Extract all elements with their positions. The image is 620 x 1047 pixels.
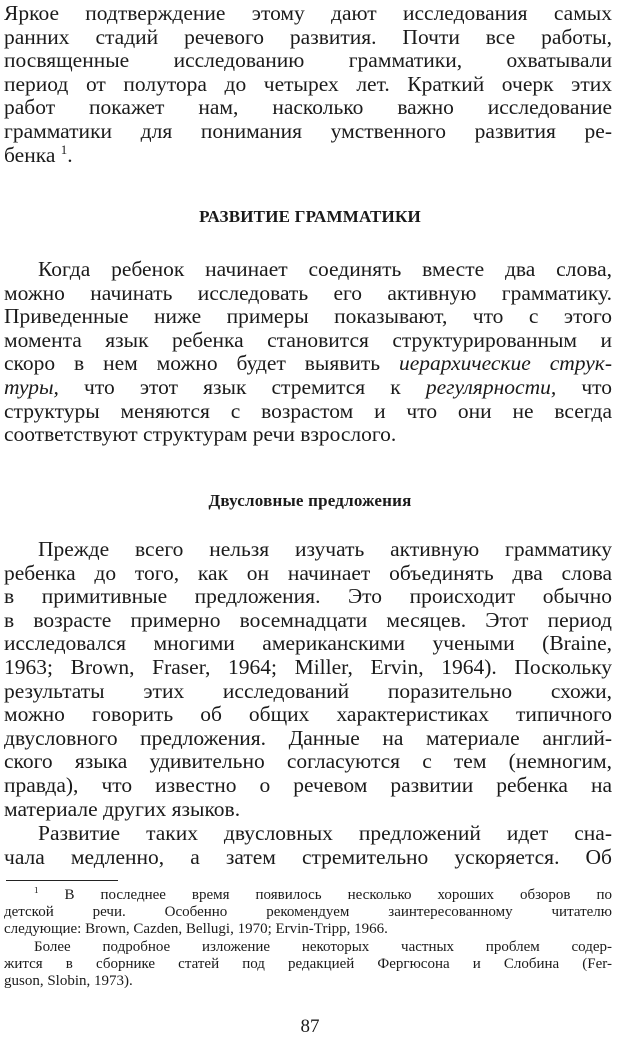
section-heading: РАЗВИТИЕ ГРАММАТИКИ <box>199 207 421 226</box>
italic-term: туры, <box>4 375 59 399</box>
footnote-line: guson, Slobin, 1973). <box>4 972 133 989</box>
text-line: структуры меняются с возрастом и что они не всегда <box>4 399 612 423</box>
text-line: ребенка до того, как он начинает объединять два слова <box>4 561 612 585</box>
text-line: чала медленно, а затем стремительно ускоряется. Об <box>4 845 612 869</box>
footnote-marker: 1 <box>34 887 39 895</box>
page-number: 87 <box>300 1016 320 1037</box>
italic-term: регулярности, <box>425 375 557 399</box>
text-line: результаты этих исследований поразительно схожи, <box>4 679 612 703</box>
text-line <box>4 376 612 400</box>
footnote-line: Более подробное изложение некоторых частных проблем содер- <box>34 938 612 955</box>
text-line: ранних стадий речевого развития. Почти все работы, <box>4 25 612 49</box>
text-line: соответствуют структурам речи взрослого. <box>4 423 397 447</box>
text-fragment: . <box>67 143 73 167</box>
text-line: Приведенные ниже примеры показывают, что с этого <box>4 305 612 329</box>
text-fragment: В последнее время появилось несколько хороших обзоров по <box>64 887 612 903</box>
text-line <box>4 352 612 376</box>
text-line: Когда ребенок начинает соединять вместе два слова, <box>38 258 612 281</box>
paragraph-development <box>4 822 612 869</box>
footnote-line: детской речи. Особенно рекомендуем заинтересованному читателю <box>4 904 612 921</box>
text-line: Развитие таких двусловных предложений идет сна- <box>38 822 612 845</box>
text-line: материале других языков. <box>4 797 241 821</box>
text-line: момента язык ребенка становится структурированным и <box>4 328 612 352</box>
text-line: 1963; Brown, Fraser, 1964; Miller, Ervin, 1964). Поскольку <box>4 655 612 679</box>
footnote-line: жится в сборнике статей под редакцией Фергюсона и Слобина (Fer- <box>4 955 612 972</box>
text-line: работ покажет нам, насколько важно исследование <box>4 96 612 120</box>
text-fragment: что этот язык стремится к <box>84 375 401 399</box>
footnote-reference: 1 <box>60 143 68 157</box>
paragraph-two-word <box>4 538 612 821</box>
text-line: грамматики для понимания умственного развития ре- <box>4 119 612 143</box>
text-line: можно говорить об общих характеристиках типичного <box>4 703 612 727</box>
text-line: Прежде всего нельзя изучать активную грамматику <box>38 538 612 561</box>
text-line <box>4 144 612 168</box>
paragraph-intro <box>4 2 612 167</box>
text-line: Яркое подтверждение этому дают исследования самых <box>4 2 612 25</box>
paragraph-grammar <box>4 258 612 447</box>
italic-term: иерархические струк- <box>399 352 612 376</box>
text-line: в возрасте примерно восемнадцати месяцев. Этот период <box>4 608 612 632</box>
text-line: в примитивные предложения. Это происходит обычно <box>4 585 612 609</box>
subsection-heading: Двусловные предложения <box>208 491 412 510</box>
text-line: период от полутора до четырех лет. Краткий очерк этих <box>4 72 612 96</box>
footnote-divider <box>6 880 118 881</box>
text-line: можно начинать исследовать его активную грамматику. <box>4 281 612 305</box>
footnote-line: следующие: Brown, Cazden, Bellugi, 1970; Ervin-Tripp, 1966. <box>4 921 388 938</box>
text-line: ского языка удивительно согласуются с тем (немногим, <box>4 750 612 774</box>
text-line: исследовался многими американскими учеными (Braine, <box>4 632 612 656</box>
footnote-line <box>4 887 612 904</box>
footnotes <box>4 887 612 990</box>
text-fragment: бенка <box>4 143 56 167</box>
text-fragment: скоро в нем можно будет выявить <box>4 352 381 376</box>
text-fragment: что <box>581 375 612 399</box>
text-line: двусловного предложения. Данные на материале англий- <box>4 726 612 750</box>
text-line: правда), что известно о речевом развитии ребенка на <box>4 773 612 797</box>
text-line: посвященные исследованию грамматики, охватывали <box>4 49 612 73</box>
